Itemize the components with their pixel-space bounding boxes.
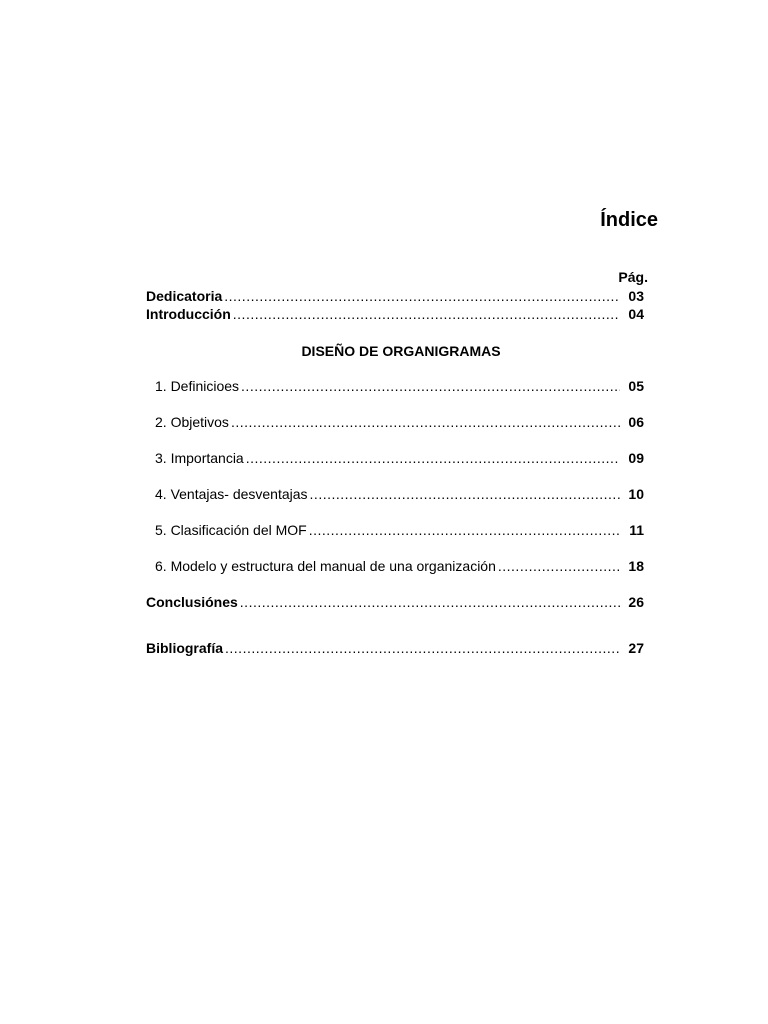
section-heading: DISEÑO DE ORGANIGRAMAS xyxy=(301,343,501,359)
toc-entry-page: 11 xyxy=(629,522,644,538)
toc-entry-dedicatoria[interactable] xyxy=(146,287,644,305)
toc-entry-page: 27 xyxy=(628,640,644,656)
dot-leader xyxy=(224,287,620,305)
toc-entry-page: 10 xyxy=(628,486,644,502)
toc-entry-ventajas[interactable] xyxy=(155,485,644,503)
dot-leader xyxy=(310,485,620,503)
dot-leader xyxy=(233,305,620,323)
dot-leader xyxy=(309,521,620,539)
toc-entry-page: 05 xyxy=(628,378,644,394)
toc-entry-label: Dedicatoria xyxy=(146,288,223,304)
dot-leader xyxy=(246,449,620,467)
toc-entry-modelo[interactable] xyxy=(155,557,644,575)
toc-entry-page: 18 xyxy=(628,558,644,574)
toc-entry-objetivos[interactable] xyxy=(155,413,644,431)
dot-leader xyxy=(240,593,620,611)
toc-entry-page: 06 xyxy=(628,414,644,430)
toc-entry-clasificacion[interactable] xyxy=(155,521,644,539)
toc-entry-page: 03 xyxy=(628,288,644,304)
toc-entry-definiciones[interactable] xyxy=(155,377,644,395)
toc-entry-importancia[interactable] xyxy=(155,449,644,467)
toc-entry-label: Conclusiónes xyxy=(146,594,238,610)
dot-leader xyxy=(498,557,620,575)
toc-entry-label: Introducción xyxy=(146,306,231,322)
toc-entry-label: 6. Modelo y estructura del manual de una organización xyxy=(155,558,496,574)
toc-entry-label: 2. Objetivos xyxy=(155,414,229,430)
toc-entry-conclusiones[interactable] xyxy=(146,593,644,611)
dot-leader xyxy=(241,377,620,395)
toc-entry-page: 09 xyxy=(628,450,644,466)
toc-entry-label: 4. Ventajas- desventajas xyxy=(155,486,308,502)
toc-entry-page: 04 xyxy=(628,306,644,322)
dot-leader xyxy=(225,639,620,657)
toc-entry-page: 26 xyxy=(628,594,644,610)
toc-entry-label: 1. Definicioes xyxy=(155,378,240,394)
index-title: Índice xyxy=(600,209,658,231)
page-column-header: Pág. xyxy=(618,269,648,285)
dot-leader xyxy=(231,413,620,431)
toc-entry-label: Bibliografía xyxy=(146,640,224,656)
toc-entry-bibliografia[interactable] xyxy=(146,639,644,657)
toc-entry-label: 3. Importancia xyxy=(155,450,244,466)
toc-entry-label: 5. Clasificación del MOF xyxy=(155,522,307,538)
toc-entry-introduccion[interactable] xyxy=(146,305,644,323)
